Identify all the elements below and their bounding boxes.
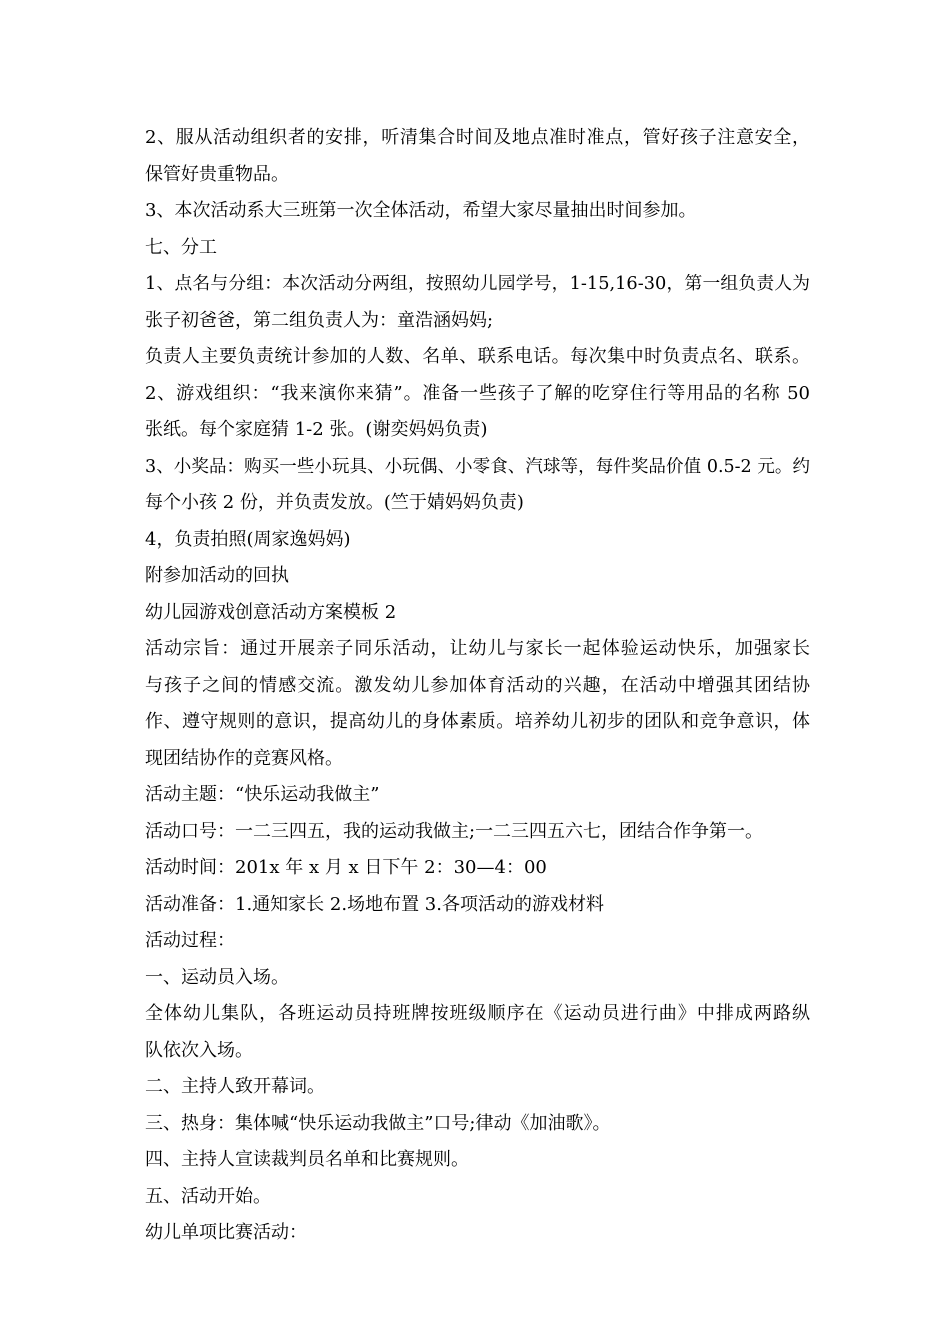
text-line: 二、主持人致开幕词。 <box>145 1076 325 1097</box>
text-line: 五、活动开始。 <box>145 1185 271 1207</box>
document-body <box>145 120 810 1252</box>
text-line: 负责人主要负责统计参加的人数、名单、联系电话。每次集中时负责点名、联系。 <box>145 346 810 367</box>
text-line: 活动时间：201x 年 x 月 x 日下午 2：30—4：00 <box>145 857 547 878</box>
text-line: 张纸。每个家庭猜 1-2 张。(谢奕妈妈负责) <box>145 419 488 440</box>
text-line: 与孩子之间的情感交流。激发幼儿参加体育活动的兴趣，在活动中增强其团结协 <box>145 674 810 696</box>
text-line: 活动宗旨：通过开展亲子同乐活动，让幼儿与家长一起体验运动快乐，加强家长 <box>145 638 810 659</box>
text-line: 保管好贵重物品。 <box>145 163 289 185</box>
text-line: 附参加活动的回执 <box>145 565 289 586</box>
text-line: 全体幼儿集队，各班运动员持班牌按班级顺序在《运动员进行曲》中排成两路纵 <box>145 1003 810 1024</box>
text-line: 作、遵守规则的意识，提高幼儿的身体素质。培养幼儿初步的团队和竞争意识，体 <box>145 711 810 732</box>
text-line: 三、热身：集体喊“快乐运动我做主”口号;律动《加油歌》。 <box>145 1112 611 1134</box>
text-line: 幼儿单项比赛活动： <box>145 1222 307 1243</box>
text-line: 2、服从活动组织者的安排，听清集合时间及地点准时准点，管好孩子注意安全， <box>145 127 810 148</box>
text-line: 活动主题：“快乐运动我做主” <box>145 784 380 805</box>
text-line: 活动口号：一二三四五，我的运动我做主;一二三四五六七，团结合作争第一。 <box>145 820 764 842</box>
text-line: 队依次入场。 <box>145 1039 253 1061</box>
text-line: 一、运动员入场。 <box>145 966 289 988</box>
text-line: 现团结协作的竞赛风格。 <box>145 747 343 769</box>
text-line: 七、分工 <box>145 236 217 258</box>
text-line: 每个小孩 2 份，并负责发放。(竺于婧妈妈负责) <box>145 492 524 513</box>
text-line: 1、点名与分组：本次活动分两组，按照幼儿园学号，1-15,16-30，第一组负责人为 <box>145 274 810 294</box>
text-line: 幼儿园游戏创意活动方案模板 2 <box>145 601 397 623</box>
text-line: 张子初爸爸，第二组负责人为：童浩涵妈妈; <box>145 309 494 331</box>
text-line: 3、本次活动系大三班第一次全体活动，希望大家尽量抽出时间参加。 <box>145 200 697 221</box>
text-line: 3、小奖品：购买一些小玩具、小玩偶、小零食、汽球等，每件奖品价值 0.5-2 元。约 <box>145 456 810 477</box>
text-line: 2、游戏组织：“我来演你来猜”。准备一些孩子了解的吃穿住行等用品的名称 50 <box>145 382 810 404</box>
text-line: 活动过程： <box>145 930 235 951</box>
text-line: 四、主持人宣读裁判员名单和比赛规则。 <box>145 1149 469 1170</box>
text-line: 4，负责拍照(周家逸妈妈) <box>145 528 351 550</box>
text-line: 活动准备：1.通知家长 2.场地布置 3.各项活动的游戏材料 <box>145 893 604 915</box>
